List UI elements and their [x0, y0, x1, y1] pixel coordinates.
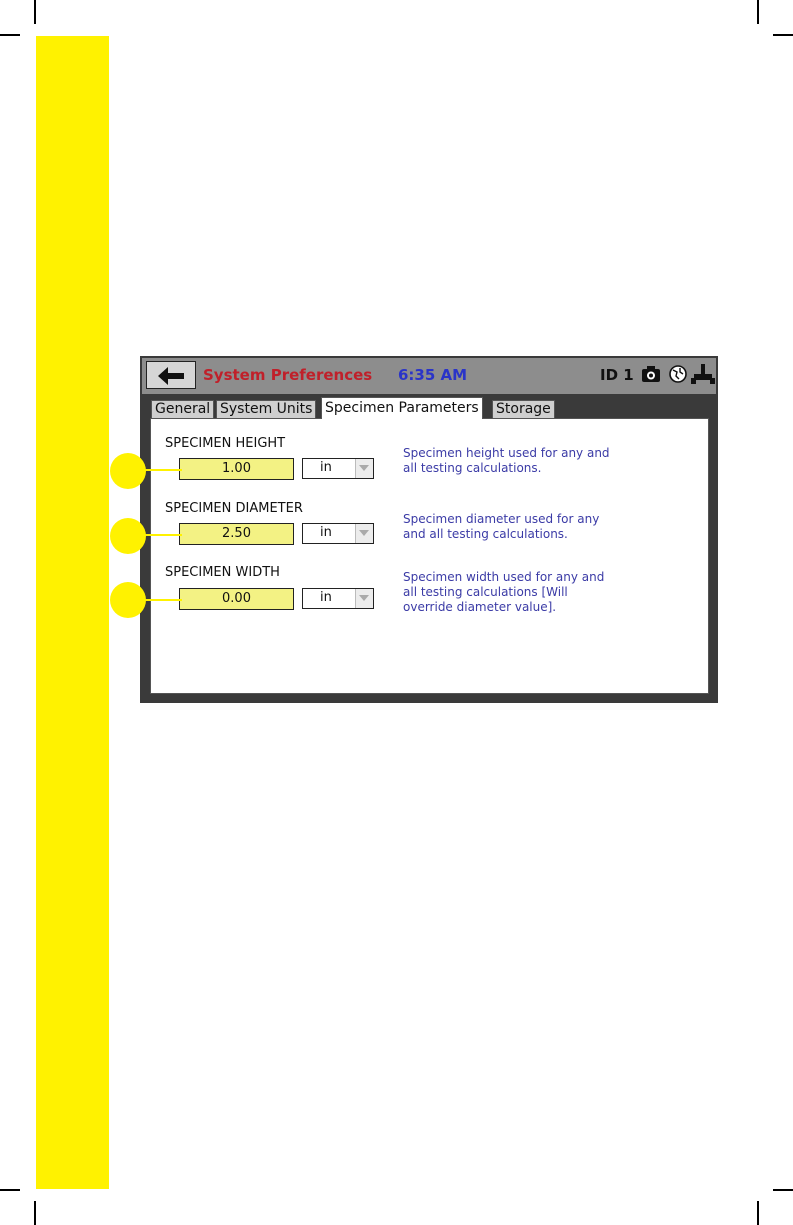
header-bar [142, 358, 716, 394]
description-line: and all testing calculations. [403, 527, 568, 541]
back-arrow-icon [158, 367, 184, 385]
tab-storage[interactable]: Storage [492, 400, 555, 419]
unit-value: in [320, 590, 332, 605]
clock-time: 6:35 AM [398, 366, 468, 384]
unit-value: in [320, 525, 332, 540]
specimen-height-unit-select[interactable] [302, 458, 374, 479]
specimen-height-description [403, 446, 633, 476]
page-title: System Preferences [203, 366, 373, 384]
tab-system-units[interactable]: System Units [216, 400, 316, 419]
usb-icon[interactable] [691, 364, 715, 386]
description-line: Specimen diameter used for any [403, 512, 600, 526]
device-screen [140, 356, 718, 703]
crop-mark [0, 34, 20, 36]
description-line: all testing calculations [Will [403, 585, 568, 599]
specimen-height-input[interactable]: 1.00 [179, 458, 294, 480]
description-line: all testing calculations. [403, 461, 542, 475]
device-id: ID 1 [600, 366, 634, 384]
callout-line-3 [144, 599, 182, 601]
callout-marker-3 [110, 582, 146, 618]
camera-icon[interactable] [641, 364, 661, 384]
specimen-width-unit-select[interactable] [302, 588, 374, 609]
specimen-height-label: SPECIMEN HEIGHT [165, 436, 286, 451]
specimen-width-description [403, 570, 633, 615]
tab-specimen-parameters[interactable]: Specimen Parameters [321, 397, 483, 419]
callout-line-2 [144, 534, 182, 536]
back-button[interactable] [146, 361, 196, 389]
specimen-diameter-label: SPECIMEN DIAMETER [165, 501, 303, 516]
crop-mark [0, 1189, 20, 1191]
crop-mark [773, 34, 793, 36]
crop-mark [34, 0, 36, 24]
specimen-width-label: SPECIMEN WIDTH [165, 565, 280, 580]
callout-marker-1 [110, 453, 146, 489]
description-line: override diameter value]. [403, 600, 557, 614]
crop-mark [757, 1201, 759, 1225]
callout-marker-2 [110, 518, 146, 554]
callout-line-1 [144, 469, 182, 471]
unit-value: in [320, 460, 332, 475]
dropdown-arrow-icon[interactable] [355, 524, 373, 543]
specimen-diameter-input[interactable]: 2.50 [179, 523, 294, 545]
crop-mark [773, 1189, 793, 1191]
crop-mark [34, 1201, 36, 1225]
specimen-parameters-panel [150, 418, 709, 694]
tab-general[interactable]: General [151, 400, 214, 419]
description-line: Specimen height used for any and [403, 446, 610, 460]
crop-mark [757, 0, 759, 24]
dropdown-arrow-icon[interactable] [355, 459, 373, 478]
page-side-bar [36, 36, 109, 1189]
network-icon[interactable] [668, 364, 688, 384]
dropdown-arrow-icon[interactable] [355, 589, 373, 608]
specimen-width-input[interactable]: 0.00 [179, 588, 294, 610]
description-line: Specimen width used for any and [403, 570, 605, 584]
specimen-diameter-description [403, 512, 633, 542]
specimen-diameter-unit-select[interactable] [302, 523, 374, 544]
